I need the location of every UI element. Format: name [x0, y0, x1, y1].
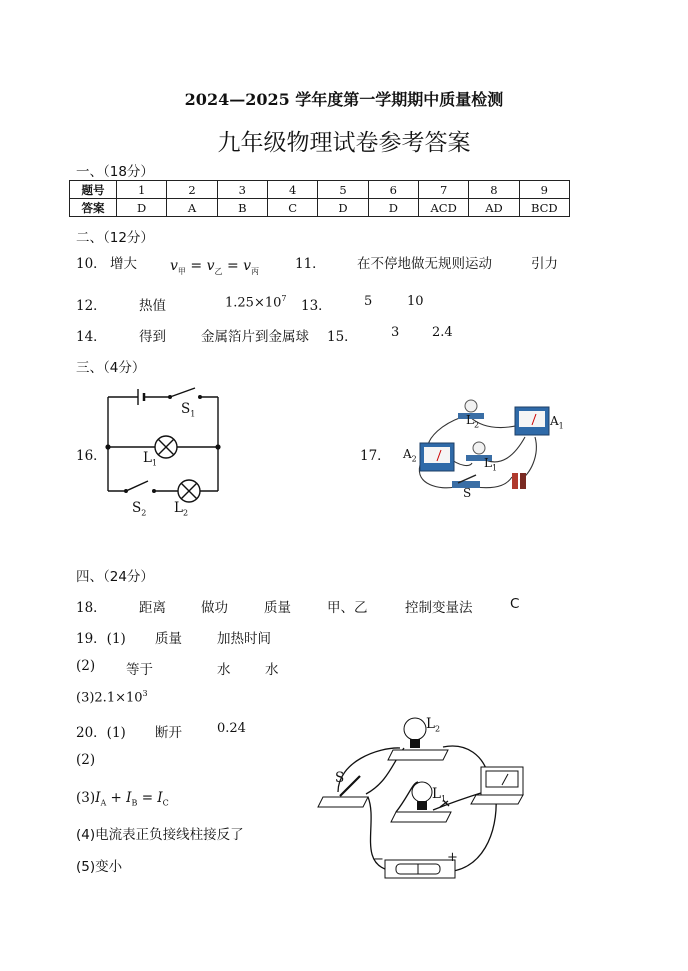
q12-answer-2: $1.25\times 10^7$	[225, 294, 287, 311]
q18-answer-1: 距离	[139, 600, 166, 616]
table-row	[70, 199, 570, 217]
q11-answer-1: 在不停地做无规则运动	[357, 256, 492, 272]
exam-title: 2024—2025 学年度第一学期期中质量检测	[184, 90, 504, 109]
q20-2-number: (2)	[76, 752, 96, 768]
q20-1-answer-1: 断开	[155, 725, 182, 741]
table-cell: 5	[318, 181, 368, 199]
q20-label-minus: −	[373, 852, 384, 867]
q20-label-s: S	[335, 770, 345, 786]
q17-label-l1: $L_1$	[484, 456, 498, 473]
q18-answer-4: 甲、乙	[327, 600, 368, 616]
q18-answer-3: 质量	[264, 600, 291, 616]
bulb-l1-icon	[412, 782, 432, 802]
table-cell: 6	[368, 181, 418, 199]
section-3-heading: 三、（4分）	[76, 360, 146, 376]
table-row	[70, 181, 570, 199]
q19-1-answer-2: 加热时间	[217, 631, 271, 647]
q14-number: 14．	[76, 329, 107, 345]
bulb-l2-icon	[404, 718, 426, 740]
q20-label-l1: $L_1$	[432, 786, 447, 804]
table-cell: AD	[469, 199, 519, 217]
q14-answer-1: 得到	[139, 329, 166, 345]
q20-1-answer-2: 0.24	[217, 721, 246, 736]
q16-circuit-diagram	[100, 385, 230, 520]
q19-3-answer: $(3)2.1\times 10^3$	[76, 689, 148, 706]
row-label-answer: 答案	[70, 199, 117, 217]
section-4-heading: 四、（24分）	[76, 569, 154, 585]
table-cell: 9	[519, 181, 569, 199]
table-cell: B	[217, 199, 267, 217]
row-label-question-number: 题号	[70, 181, 117, 199]
q14-answer-2: 金属箔片到金属球	[201, 329, 309, 345]
q17-label-l2: $L_2$	[466, 413, 480, 430]
q20-4-answer: (4)电流表正负接线柱接反了	[76, 827, 244, 843]
table-cell: A	[167, 199, 217, 217]
q18-answer-5: 控制变量法	[405, 600, 473, 616]
section-2-heading: 二、（12分）	[76, 230, 154, 246]
switch-s1-blade	[170, 388, 195, 397]
lamp-board-l2	[388, 750, 448, 760]
q17-wiring-diagram	[400, 395, 570, 505]
q17-label-s: S	[463, 486, 472, 500]
q15-number: 15．	[327, 329, 358, 345]
q12-answer-1: 热值	[139, 298, 166, 314]
q12-number: 12．	[76, 298, 107, 314]
bulb-l2-icon	[465, 400, 477, 412]
answer-key-title: 九年级物理试卷参考答案	[217, 130, 471, 156]
q17-label-a1: $A_1$	[550, 414, 564, 431]
q16-number: 16．	[76, 448, 107, 464]
q19-number: 19．(1)	[76, 631, 126, 647]
table-cell: 3	[217, 181, 267, 199]
switch-s2-blade	[126, 481, 148, 491]
table-cell: 2	[167, 181, 217, 199]
q19-2-number: (2)	[76, 658, 96, 674]
q20-3-answer: $(3)I_A + I_B = I_C$	[76, 790, 169, 808]
q10-number: 10．	[76, 256, 107, 272]
label-l1: $L_1$	[143, 450, 158, 468]
table-cell: 8	[469, 181, 519, 199]
q15-answer-1: 3	[391, 325, 400, 340]
q19-2-answer-1: 等于	[126, 662, 153, 678]
table-cell: D	[368, 199, 418, 217]
q19-1-answer-1: 质量	[155, 631, 182, 647]
table-cell: D	[117, 199, 167, 217]
q11-answer-2: 引力	[531, 256, 558, 272]
q18-number: 18．	[76, 600, 107, 616]
answer-table	[69, 180, 570, 217]
label-s1: $S_1$	[181, 401, 196, 419]
q15-answer-2: 2.4	[432, 325, 453, 340]
q10-answer-1: 增大	[110, 256, 137, 272]
label-l2: $L_2$	[174, 500, 189, 518]
q20-label-l2: $L_2$	[426, 716, 441, 734]
q20-number: 20．(1)	[76, 725, 126, 741]
table-cell: 4	[267, 181, 317, 199]
battery-icon	[512, 473, 518, 489]
q13-answer-1: 5	[364, 294, 373, 309]
q13-number: 13．	[301, 298, 332, 314]
q17-label-a2: $A_2$	[403, 447, 417, 464]
section-1-heading: 一、（18分）	[76, 164, 154, 180]
q20-circuit-figure	[318, 712, 533, 882]
q13-answer-2: 10	[407, 294, 424, 309]
q10-answer-2: $v_甲 = v_乙 = v_丙$	[170, 258, 260, 276]
table-cell: 7	[418, 181, 468, 199]
table-cell: ACD	[418, 199, 468, 217]
switch-s-board	[318, 797, 368, 807]
q17-number: 17．	[360, 448, 391, 464]
q19-2-answer-2: 水	[217, 662, 231, 678]
table-cell: D	[318, 199, 368, 217]
q18-answer-6: C	[510, 596, 520, 612]
q18-answer-2: 做功	[201, 600, 228, 616]
lamp-board-l1	[391, 812, 451, 822]
q20-label-plus: +	[447, 850, 458, 865]
bulb-l1-icon	[473, 442, 485, 454]
q11-number: 11．	[295, 256, 326, 272]
table-cell: C	[267, 199, 317, 217]
label-s2: $S_2$	[132, 500, 147, 518]
q19-2-answer-3: 水	[265, 662, 279, 678]
q20-5-answer: (5)变小	[76, 859, 123, 875]
table-cell: 1	[117, 181, 167, 199]
table-cell: BCD	[519, 199, 569, 217]
